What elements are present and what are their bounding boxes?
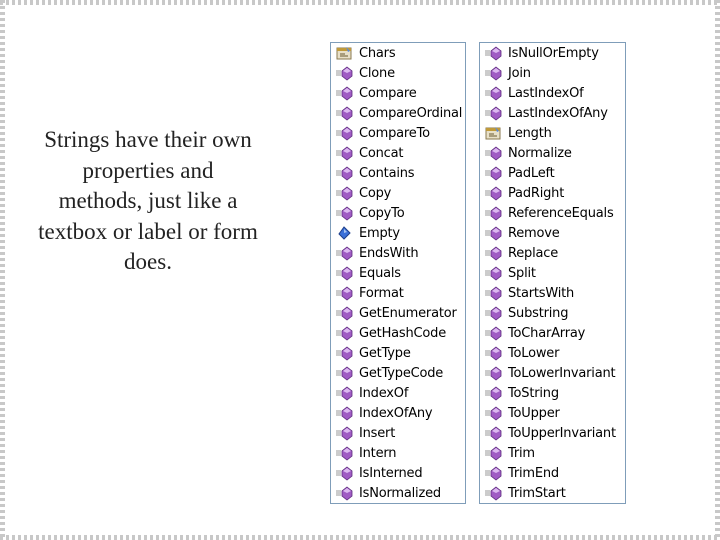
member-name: ToString	[508, 385, 559, 401]
slide-border-left	[0, 0, 5, 540]
member-list-item[interactable]	[331, 463, 465, 483]
member-list-item[interactable]	[331, 223, 465, 243]
method-icon	[485, 225, 503, 241]
member-name: ToCharArray	[508, 325, 586, 341]
method-icon	[485, 365, 503, 381]
member-list-item[interactable]	[331, 423, 465, 443]
member-list-item[interactable]	[480, 183, 625, 203]
member-list-item[interactable]	[480, 163, 625, 183]
method-icon	[485, 425, 503, 441]
method-icon	[336, 245, 354, 261]
method-icon	[336, 145, 354, 161]
member-name: CompareTo	[359, 125, 430, 141]
method-icon	[336, 385, 354, 401]
member-name: ToUpper	[508, 405, 560, 421]
member-list-item[interactable]	[480, 223, 625, 243]
field-icon	[336, 225, 354, 241]
member-list-item[interactable]	[480, 423, 625, 443]
member-list-item[interactable]	[480, 83, 625, 103]
method-icon	[336, 105, 354, 121]
member-name: LastIndexOfAny	[508, 105, 608, 121]
member-name: ToLowerInvariant	[508, 365, 616, 381]
member-name: CopyTo	[359, 205, 405, 221]
method-icon	[336, 485, 354, 501]
member-list-right[interactable]	[479, 42, 626, 504]
member-name: StartsWith	[508, 285, 575, 301]
member-name: Split	[508, 265, 536, 281]
member-list-item[interactable]	[331, 63, 465, 83]
member-list-item[interactable]	[331, 183, 465, 203]
method-icon	[485, 105, 503, 121]
member-name: GetTypeCode	[359, 365, 444, 381]
method-icon	[485, 405, 503, 421]
method-icon	[336, 445, 354, 461]
member-name: Substring	[508, 305, 569, 321]
member-list-item[interactable]	[480, 343, 625, 363]
member-name: IndexOf	[359, 385, 409, 401]
member-list-item[interactable]	[480, 203, 625, 223]
member-list-item[interactable]	[480, 63, 625, 83]
member-name: TrimStart	[508, 485, 566, 501]
method-icon	[485, 445, 503, 461]
member-name: IsInterned	[359, 465, 423, 481]
member-name: CompareOrdinal	[359, 105, 463, 121]
member-list-item[interactable]	[331, 323, 465, 343]
method-icon	[336, 85, 354, 101]
method-icon	[336, 165, 354, 181]
member-name: ToUpperInvariant	[508, 425, 616, 441]
method-icon	[485, 345, 503, 361]
member-list-item[interactable]	[331, 103, 465, 123]
member-list-item[interactable]	[331, 123, 465, 143]
member-list-item[interactable]	[480, 243, 625, 263]
method-icon	[336, 345, 354, 361]
member-list-item[interactable]	[480, 363, 625, 383]
method-icon	[336, 305, 354, 321]
member-name: GetEnumerator	[359, 305, 457, 321]
method-icon	[485, 205, 503, 221]
member-list-left[interactable]	[330, 42, 466, 504]
method-icon	[485, 325, 503, 341]
method-icon	[336, 405, 354, 421]
method-icon	[336, 265, 354, 281]
method-icon	[485, 285, 503, 301]
slide-border-bottom	[0, 535, 720, 540]
method-icon	[336, 185, 354, 201]
member-name: EndsWith	[359, 245, 419, 261]
member-name: Concat	[359, 145, 404, 161]
method-icon	[336, 365, 354, 381]
member-list-item[interactable]	[480, 123, 625, 143]
member-list-item[interactable]	[480, 403, 625, 423]
member-name: Length	[508, 125, 552, 141]
method-icon	[336, 465, 354, 481]
member-name: GetType	[359, 345, 411, 361]
member-list-item[interactable]	[331, 263, 465, 283]
member-name: IsNormalized	[359, 485, 441, 501]
member-list-item[interactable]	[480, 43, 625, 63]
member-list-item[interactable]	[480, 263, 625, 283]
member-list-item[interactable]	[480, 303, 625, 323]
member-list-item[interactable]	[331, 363, 465, 383]
method-icon	[336, 125, 354, 141]
member-list-item[interactable]	[331, 403, 465, 423]
member-name: PadRight	[508, 185, 565, 201]
member-list-item[interactable]	[480, 323, 625, 343]
method-icon	[485, 485, 503, 501]
member-name: ReferenceEquals	[508, 205, 614, 221]
property-icon	[485, 125, 503, 141]
member-name: Chars	[359, 45, 396, 61]
member-name: Format	[359, 285, 404, 301]
member-name: Empty	[359, 225, 400, 241]
member-name: Intern	[359, 445, 397, 461]
method-icon	[485, 65, 503, 81]
member-name: Remove	[508, 225, 560, 241]
method-icon	[485, 265, 503, 281]
slide-border-right	[715, 0, 720, 540]
member-name: PadLeft	[508, 165, 555, 181]
member-list-item[interactable]	[331, 383, 465, 403]
method-icon	[336, 285, 354, 301]
member-list-item[interactable]	[480, 283, 625, 303]
member-name: Join	[508, 65, 531, 81]
member-name: GetHashCode	[359, 325, 447, 341]
method-icon	[485, 85, 503, 101]
method-icon	[485, 305, 503, 321]
member-name: Normalize	[508, 145, 572, 161]
member-list-item[interactable]	[331, 343, 465, 363]
member-list-item[interactable]	[480, 383, 625, 403]
property-icon	[336, 45, 354, 61]
member-name: Copy	[359, 185, 392, 201]
member-list-item[interactable]	[331, 43, 465, 63]
member-list-item[interactable]	[331, 163, 465, 183]
member-name: IsNullOrEmpty	[508, 45, 599, 61]
method-icon	[336, 65, 354, 81]
member-list-item[interactable]	[331, 443, 465, 463]
method-icon	[485, 245, 503, 261]
member-list-item[interactable]	[480, 463, 625, 483]
member-name: Clone	[359, 65, 395, 81]
member-list-item[interactable]	[480, 143, 625, 163]
member-list-item[interactable]	[480, 443, 625, 463]
member-name: Equals	[359, 265, 401, 281]
member-name: Compare	[359, 85, 417, 101]
member-list-item[interactable]	[331, 203, 465, 223]
slide-border-top	[0, 0, 720, 5]
member-list-item[interactable]	[331, 143, 465, 163]
member-name: ToLower	[508, 345, 560, 361]
member-list-item[interactable]	[480, 103, 625, 123]
method-icon	[336, 205, 354, 221]
member-list-item[interactable]	[331, 303, 465, 323]
member-name: LastIndexOf	[508, 85, 584, 101]
member-name: Trim	[508, 445, 535, 461]
method-icon	[485, 385, 503, 401]
member-name: TrimEnd	[508, 465, 559, 481]
method-icon	[485, 165, 503, 181]
member-list-item[interactable]	[480, 483, 625, 503]
method-icon	[485, 185, 503, 201]
member-name: Replace	[508, 245, 559, 261]
member-name: Contains	[359, 165, 415, 181]
method-icon	[485, 465, 503, 481]
member-list-item[interactable]	[331, 83, 465, 103]
member-list-item[interactable]	[331, 283, 465, 303]
member-list-item[interactable]	[331, 243, 465, 263]
member-name: Insert	[359, 425, 396, 441]
slide-caption: Strings have their own properties and methods, just like a textbox or label or form does.	[38, 127, 258, 274]
method-icon	[485, 145, 503, 161]
member-name: IndexOfAny	[359, 405, 433, 421]
method-icon	[485, 45, 503, 61]
method-icon	[336, 425, 354, 441]
method-icon	[336, 325, 354, 341]
member-list-item[interactable]	[331, 483, 465, 503]
